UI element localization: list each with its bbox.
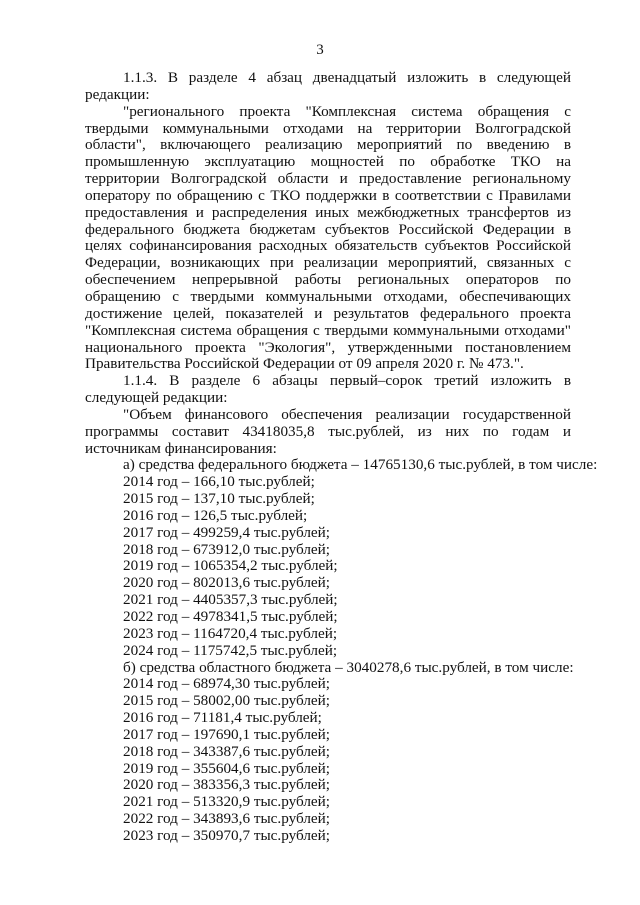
regional-year-line: 2018 год – 343387,6 тыс.рублей; xyxy=(123,742,331,760)
regional-budget-years xyxy=(85,676,571,844)
page-number: 3 xyxy=(316,42,324,58)
section-1-1-3-text: "регионального проекта "Комплексная система обращения с твердыми коммунальными отходами на территории Волгоградской области", включающего реализацию мероприятий по введению в промышленную эксплуатацию мощностей по обработке ТКО на территории Волгоградской области и предоставление региональному оператору по обращению с ТКО поддержки в соответствии с Правилами предоставления и распределения иных межбюджетных трансфертов из федерального бюджета бюджетам субъектов Российской Федерации в целях софинансирования расходных обязательств субъектов Российской Федерации, возникающих при реализации мероприятий, связанных с обеспечением непрерывной работы региональных операторов по обращению с твердыми коммунальными отходами, обеспечивающих достижение целей, показателей и результатов федерального проекта "Комплексная система обращения с твердыми коммунальными отходами" национального проекта "Экология", утвержденными постановлением Правительства Российской Федерации от 09 апреля 2020 г. № 473.". xyxy=(85,102,571,373)
federal-year-line: 2022 год – 4978341,5 тыс.рублей; xyxy=(123,608,338,625)
regional-year-line: 2022 год – 343893,6 тыс.рублей; xyxy=(123,810,331,828)
regional-budget-heading: б) средства областного бюджета – 3040278,6 тыс.рублей, в том числе: xyxy=(123,658,574,676)
regional-year-line: 2015 год – 58002,00 тыс.рублей; xyxy=(123,692,331,710)
section-1-1-3-intro: 1.1.3. В разделе 4 абзац двенадцатый изложить в следующей редакции: xyxy=(85,69,571,103)
federal-year-line: 2023 год – 1164720,4 тыс.рублей; xyxy=(123,624,338,642)
federal-year-line: 2018 год – 673912,0 тыс.рублей; xyxy=(123,540,331,558)
document-body xyxy=(85,69,598,845)
regional-year-line: 2020 год – 383356,3 тыс.рублей; xyxy=(123,776,331,794)
federal-year-line: 2014 год – 166,10 тыс.рублей; xyxy=(123,473,315,491)
regional-year-line: 2019 год – 355604,6 тыс.рублей; xyxy=(123,759,331,777)
regional-year-line: 2023 год – 350970,7 тыс.рублей; xyxy=(123,826,331,844)
federal-year-line: 2020 год – 802013,6 тыс.рублей; xyxy=(123,574,331,592)
section-1-1-4-intro: 1.1.4. В разделе 6 абзацы первый–сорок третий изложить в следующей редакции: xyxy=(85,372,571,407)
federal-budget-heading: а) средства федерального бюджета – 14765130,6 тыс.рублей, в том числе: xyxy=(123,456,598,474)
federal-year-line: 2015 год – 137,10 тыс.рублей; xyxy=(123,490,315,508)
regional-year-line: 2016 год – 71181,4 тыс.рублей; xyxy=(123,709,322,727)
federal-budget-years xyxy=(85,474,571,659)
federal-year-line: 2019 год – 1065354,2 тыс.рублей; xyxy=(123,557,338,575)
regional-year-line: 2021 год – 513320,9 тыс.рублей; xyxy=(123,793,331,811)
regional-year-line: 2017 год – 197690,1 тыс.рублей; xyxy=(123,725,331,743)
federal-year-line: 2024 год – 1175742,5 тыс.рублей; xyxy=(123,641,338,659)
federal-year-line: 2021 год – 4405357,3 тыс.рублей; xyxy=(123,591,338,609)
section-1-1-4-text: "Объем финансового обеспечения реализации государственной программы составит 43418035,8 тыс.рублей, из них по годам и источникам финансирования: xyxy=(85,405,571,457)
federal-year-line: 2016 год – 126,5 тыс.рублей; xyxy=(123,506,308,524)
regional-year-line: 2014 год – 68974,30 тыс.рублей; xyxy=(123,675,331,693)
federal-year-line: 2017 год – 499259,4 тыс.рублей; xyxy=(123,523,331,541)
